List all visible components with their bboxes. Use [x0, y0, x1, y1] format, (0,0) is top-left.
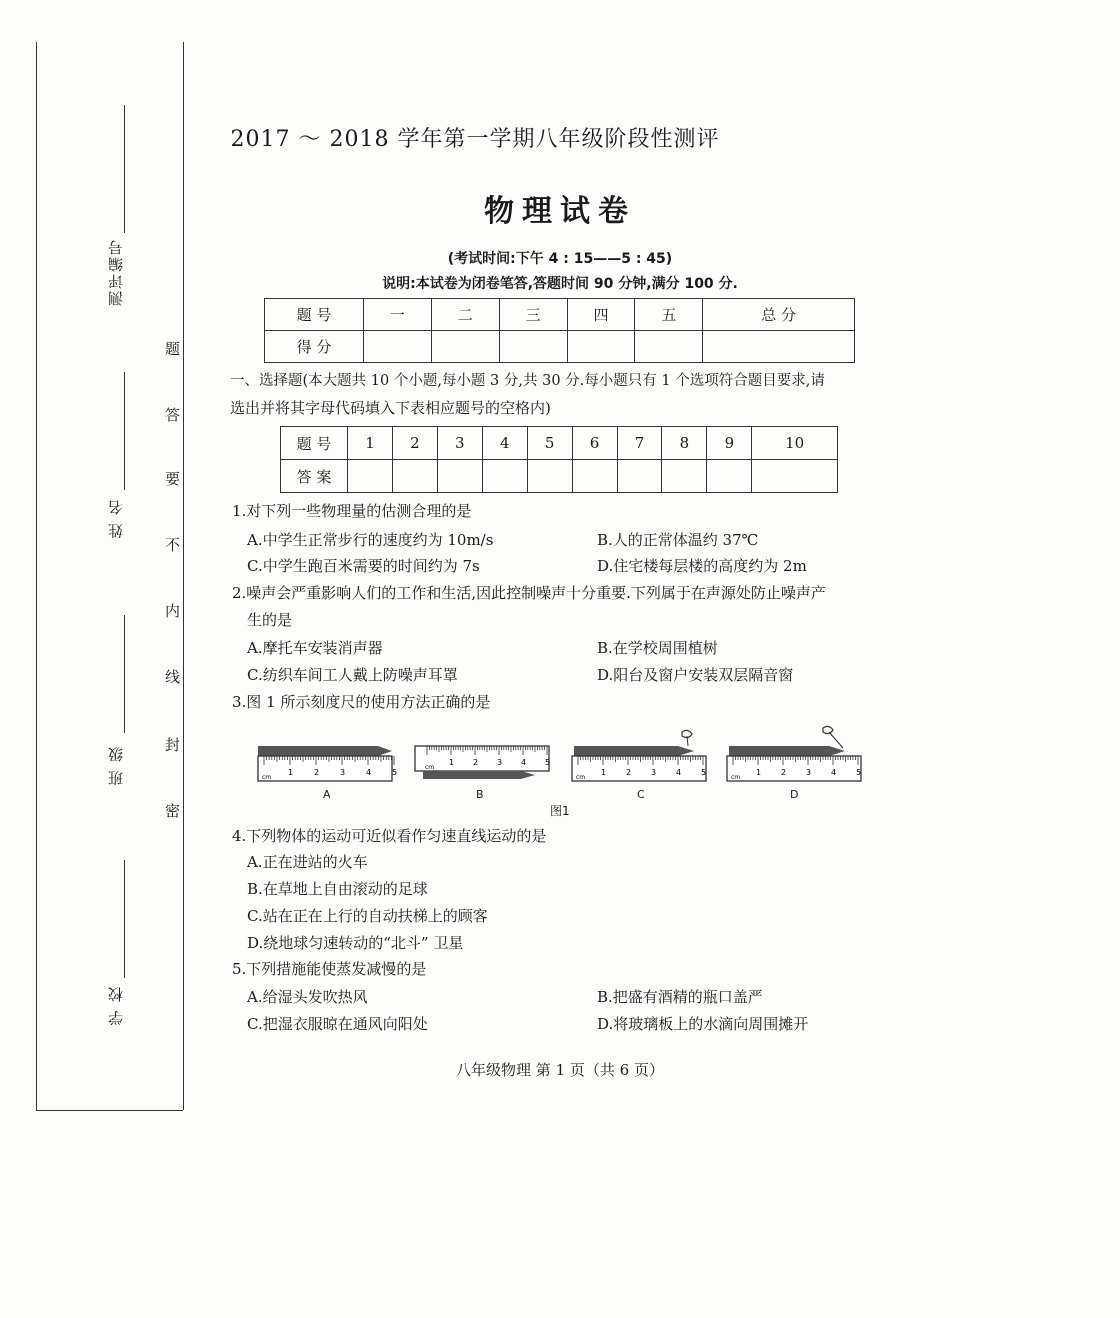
answer-cell: [437, 460, 482, 493]
q2-stem-line1: 2.噪声会严重影响人们的工作和生活,因此控制噪声十分重要.下列属于在声源处防止噪声产: [232, 584, 826, 602]
score-header-cell: 四: [567, 299, 635, 331]
answer-cell: [348, 460, 393, 493]
score-header-cell: 总 分: [703, 299, 855, 331]
answer-number-cell: 9: [707, 427, 752, 460]
ruler-number: 1: [756, 768, 762, 777]
seal-char: 题: [165, 340, 181, 358]
seal-char: 封: [165, 736, 181, 754]
score-cell: [499, 331, 567, 363]
ruler-number: 4: [676, 768, 682, 777]
figure-label-a: A: [323, 788, 331, 801]
q1-option-c: C.中学生跑百米需要的时间约为 7s: [247, 557, 480, 575]
ruler-number: 2: [781, 768, 787, 777]
class-label: 班 级: [107, 745, 125, 786]
ruler-number: 5: [545, 758, 551, 767]
q2-option-d: D.阳台及窗户安装双层隔音窗: [597, 666, 794, 684]
section1-intro-line1: 一、选择题(本大题共 10 个小题,每小题 3 分,共 30 分.每小题只有 1 个选项符合题目要求,请: [230, 373, 825, 389]
figure-label-b: B: [476, 788, 484, 801]
q4-option-d: D.绕地球匀速转动的“北斗” 卫星: [247, 934, 464, 952]
answer-cell: [617, 460, 662, 493]
ruler-diagram-b: [413, 744, 553, 788]
exam-instructions: 说明:本试卷为闭卷笔答,答题时间 90 分钟,满分 100 分.: [382, 276, 738, 292]
ruler-number: 3: [651, 768, 657, 777]
subject-title: 物理试卷: [484, 194, 636, 229]
q2-option-b: B.在学校周围植树: [597, 639, 718, 657]
seal-char: 不: [165, 536, 181, 554]
exam-title: 2017 ～ 2018 学年第一学期八年级阶段性测评: [230, 127, 720, 152]
answer-cell: [482, 460, 527, 493]
seal-char: 密: [165, 802, 181, 820]
q1-option-b: B.人的正常体温约 37℃: [597, 531, 759, 549]
answer-number-cell: 8: [662, 427, 707, 460]
ruler-number: 3: [806, 768, 812, 777]
q4-option-a: A.正在进站的火车: [247, 853, 368, 871]
score-cell: [364, 331, 432, 363]
score-cell: [635, 331, 703, 363]
q2-option-a: A.摩托车安装消声器: [247, 639, 383, 657]
score-header-cell: 三: [499, 299, 567, 331]
q2-option-c: C.纺织车间工人戴上防噪声耳罩: [247, 666, 458, 684]
score-row-label: 得 分: [265, 331, 364, 363]
ruler-number: 4: [521, 758, 527, 767]
q5-stem: 5.下列措施能使蒸发减慢的是: [232, 960, 427, 978]
q3-stem: 3.图 1 所示刻度尺的使用方法正确的是: [232, 693, 491, 711]
score-cell: [703, 331, 855, 363]
ruler-number: 5: [856, 768, 862, 777]
ruler-number: 1: [288, 768, 294, 777]
q2-stem-line2: 生的是: [247, 611, 293, 629]
score-header-cell: 题 号: [265, 299, 364, 331]
school-label: 学 校: [107, 985, 125, 1026]
figure-caption: 图1: [550, 804, 570, 818]
answer-number-cell: 7: [617, 427, 662, 460]
page-footer: 八年级物理 第 1 页（共 6 页）: [456, 1061, 664, 1079]
q1-stem: 1.对下列一些物理量的估测合理的是: [232, 502, 472, 520]
ruler-diagram-d: [725, 722, 865, 784]
q5-option-d: D.将玻璃板上的水滴向周围摊开: [597, 1015, 809, 1033]
ruler-diagram-a: [256, 740, 396, 784]
answer-cell: [527, 460, 572, 493]
score-header-cell: 二: [431, 299, 499, 331]
answer-number-cell: 1: [348, 427, 393, 460]
ruler-number: 5: [701, 768, 707, 777]
q4-option-c: C.站在正在上行的自动扶梯上的顾客: [247, 907, 488, 925]
ruler-unit: cm: [425, 764, 435, 771]
figure-label-d: D: [790, 788, 799, 801]
ruler-number: 3: [497, 758, 503, 767]
answer-number-cell: 10: [752, 427, 838, 460]
ruler-number: 1: [601, 768, 607, 777]
answer-number-cell: 3: [437, 427, 482, 460]
answer-cell: [662, 460, 707, 493]
seal-char: 答: [165, 406, 181, 424]
seal-char: 要: [165, 470, 181, 488]
q1-option-a: A.中学生正常步行的速度约为 10m/s: [247, 531, 494, 549]
ruler-number: 4: [366, 768, 372, 777]
ruler-number: 5: [392, 768, 398, 777]
ruler-number: 2: [473, 758, 479, 767]
section1-intro-line2: 选出并将其字母代码填入下表相应题号的空格内): [230, 399, 551, 417]
margin-bottom-rule: [36, 1110, 183, 1111]
name-blank: [124, 372, 125, 490]
seal-char: 内: [165, 602, 181, 620]
answer-table: [280, 426, 838, 493]
score-cell: [431, 331, 499, 363]
ruler-number: 2: [314, 768, 320, 777]
answer-header-label: 题 号: [281, 427, 348, 460]
score-cell: [567, 331, 635, 363]
answer-number-cell: 4: [482, 427, 527, 460]
ruler-number: 3: [340, 768, 346, 777]
exam-time: (考试时间:下午 4 : 15——5 : 45): [447, 251, 673, 267]
ruler-diagram-c: [570, 722, 710, 784]
q4-stem: 4.下列物体的运动可近似看作匀速直线运动的是: [232, 827, 547, 845]
answer-number-cell: 5: [527, 427, 572, 460]
q5-option-b: B.把盛有酒精的瓶口盖严: [597, 988, 763, 1006]
answer-cell: [707, 460, 752, 493]
answer-cell: [572, 460, 617, 493]
score-table: [264, 298, 855, 363]
answer-number-cell: 6: [572, 427, 617, 460]
answer-cell: [392, 460, 437, 493]
name-label: 姓 名: [107, 498, 125, 539]
class-blank: [124, 615, 125, 733]
q1-option-d: D.住宅楼每层楼的高度约为 2m: [597, 557, 807, 575]
school-blank: [124, 860, 125, 978]
ruler-unit: cm: [731, 774, 741, 781]
q4-option-b: B.在草地上自由滚动的足球: [247, 880, 428, 898]
answer-number-cell: 2: [392, 427, 437, 460]
ruler-number: 2: [626, 768, 632, 777]
figure-label-c: C: [637, 788, 645, 801]
ruler-unit: cm: [576, 774, 586, 781]
answer-cell: [752, 460, 838, 493]
answer-row-label: 答 案: [281, 460, 348, 493]
q5-option-c: C.把湿衣服晾在通风向阳处: [247, 1015, 428, 1033]
exam-id-label: 测评编号: [107, 238, 125, 306]
seal-char: 线: [165, 668, 181, 686]
ruler-number: 1: [449, 758, 455, 767]
ruler-number: 4: [831, 768, 837, 777]
score-header-cell: 一: [364, 299, 432, 331]
ruler-unit: cm: [262, 774, 272, 781]
q5-option-a: A.给湿头发吹热风: [247, 988, 368, 1006]
score-header-cell: 五: [635, 299, 703, 331]
